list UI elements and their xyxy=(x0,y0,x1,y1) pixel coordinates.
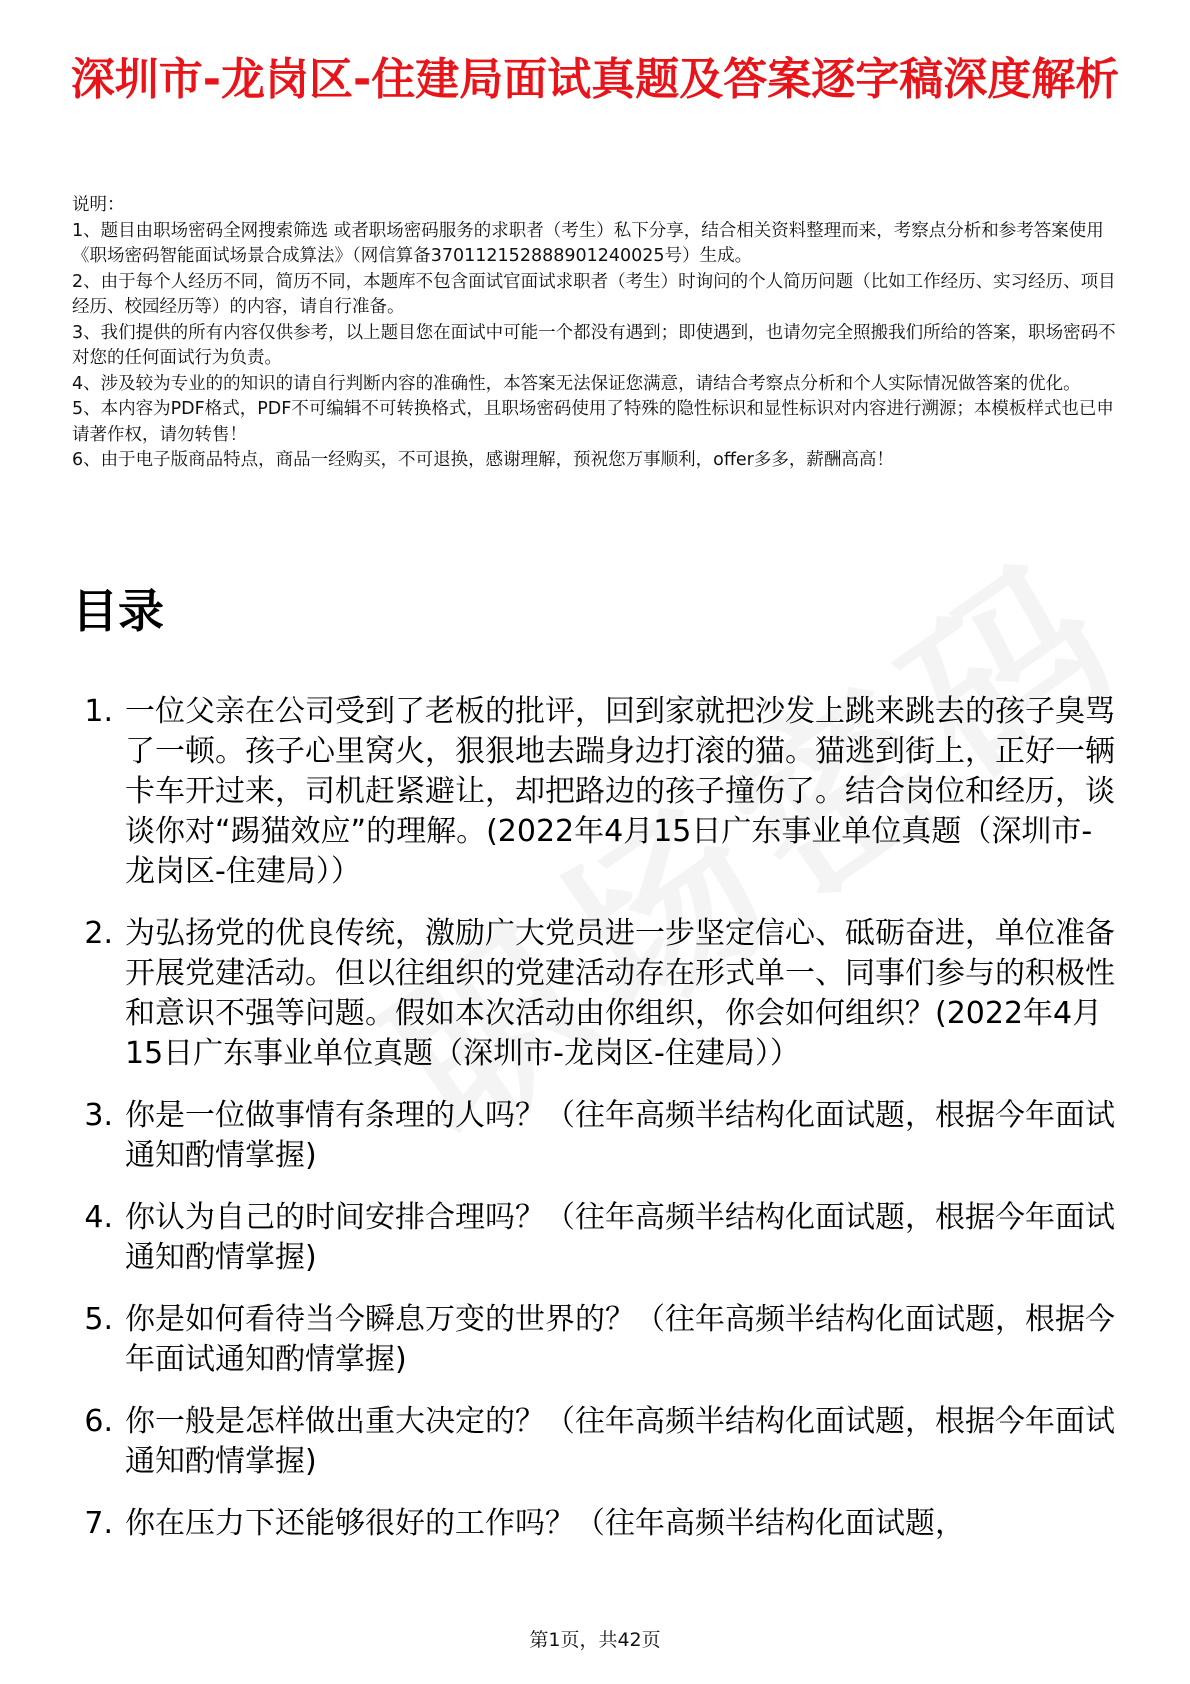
toc-list xyxy=(72,692,1122,1566)
toc-item-6[interactable] xyxy=(72,1402,1122,1482)
document-title: 深圳市-龙岗区-住建局面试真题及答案逐字稿深度解析 xyxy=(70,54,1120,105)
toc-item-number: 7. xyxy=(84,1506,113,1541)
toc-item-text: 你在压力下还能够很好的工作吗？（往年高频半结构化面试题， xyxy=(125,1506,965,1541)
toc-item-4[interactable] xyxy=(72,1198,1122,1278)
notes-heading: 说明： xyxy=(72,195,125,215)
toc-item-text: 你是如何看待当今瞬息万变的世界的？（往年高频半结构化面试题，根据今年面试通知酌情掌握) xyxy=(125,1302,1115,1377)
toc-item-text: 你一般是怎样做出重大决定的？（往年高频半结构化面试题，根据今年面试通知酌情掌握) xyxy=(125,1404,1115,1479)
toc-heading: 目录 xyxy=(72,584,164,638)
notes-item: 2、由于每个人经历不同，简历不同，本题库不包含面试官面试求职者（考生）时询问的个人简历问题（比如工作经历、实习经历、项目经历、校园经历等）的内容，请自行准备。 xyxy=(72,271,1116,317)
notes-item: 5、本内容为PDF格式，PDF不可编辑不可转换格式，且职场密码使用了特殊的隐性标识和显性标识对内容进行溯源；本模板样式也已申请著作权，请勿转售！ xyxy=(72,399,1114,445)
notes-section xyxy=(72,193,1122,474)
toc-item-2[interactable] xyxy=(72,914,1122,1074)
toc-item-number: 6. xyxy=(84,1404,113,1439)
toc-item-number: 3. xyxy=(84,1098,113,1133)
notes-item: 6、由于电子版商品特点，商品一经购买，不可退换，感谢理解，预祝您万事顺利，offer多多，薪酬高高！ xyxy=(72,450,894,470)
notes-item: 4、涉及较为专业的的知识的请自行判断内容的准确性，本答案无法保证您满意，请结合考察点分析和个人实际情况做答案的优化。 xyxy=(72,373,1081,394)
toc-item-text: 为弘扬党的优良传统，激励广大党员进一步坚定信心、砥砺奋进，单位准备开展党建活动。但以往组织的党建活动存在形式单一、同事们参与的积极性和意识不强等问题。假如本次活动由你组织，你会如何组织？(2022年4月15日广东事业单位真题（深圳市-龙岗区-住建局）） xyxy=(125,916,1115,1071)
toc-item-number: 4. xyxy=(84,1200,113,1235)
toc-item-1[interactable] xyxy=(72,692,1122,892)
toc-item-5[interactable] xyxy=(72,1300,1122,1380)
page-footer: 第1页，共42页 xyxy=(529,1629,661,1651)
toc-item-text: 你认为自己的时间安排合理吗？（往年高频半结构化面试题，根据今年面试通知酌情掌握) xyxy=(125,1200,1115,1275)
toc-item-7[interactable] xyxy=(72,1504,1122,1544)
notes-item: 1、题目由职场密码全网搜索筛选 或者职场密码服务的求职者（考生）私下分享，结合相关资料整理而来，考察点分析和参考答案使用《职场密码智能面试场景合成算法》（网信算备370112152888901240025号）生成。 xyxy=(72,220,1104,266)
toc-item-number: 1. xyxy=(84,694,113,729)
toc-item-number: 5. xyxy=(84,1302,113,1337)
toc-item-3[interactable] xyxy=(72,1096,1122,1176)
notes-item: 3、我们提供的所有内容仅供参考，以上题目您在面试中可能一个都没有遇到；即使遇到，也请勿完全照搬我们所给的答案，职场密码不对您的任何面试行为负责。 xyxy=(72,322,1116,368)
toc-item-text: 你是一位做事情有条理的人吗？（往年高频半结构化面试题，根据今年面试通知酌情掌握) xyxy=(125,1098,1115,1173)
toc-item-number: 2. xyxy=(84,916,113,951)
toc-item-text: 一位父亲在公司受到了老板的批评，回到家就把沙发上跳来跳去的孩子臭骂了一顿。孩子心里窝火，狠狠地去踹身边打滚的猫。猫逃到街上，正好一辆卡车开过来，司机赶紧避让，却把路边的孩子撞伤了。结合岗位和经历，谈谈你对“踢猫效应”的理解。(2022年4月15日广东事业单位真题（深圳市-龙岗区-住建局）） xyxy=(125,694,1115,889)
